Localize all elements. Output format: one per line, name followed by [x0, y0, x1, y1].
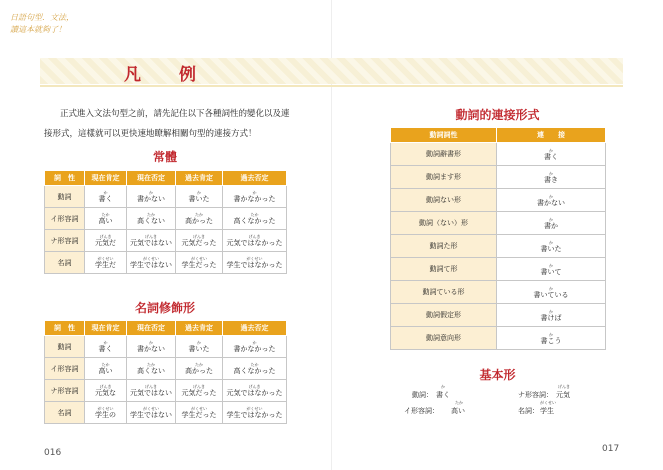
verb-form-cell	[497, 166, 606, 189]
table-header-row	[391, 128, 606, 143]
conjugation-cell	[223, 336, 287, 358]
conjugated-word: 書く	[98, 195, 113, 203]
modifier-heading: 名詞修飾形	[134, 301, 195, 315]
conjugated-word: 高くない	[137, 217, 165, 225]
verb-form-word: 書けば	[540, 314, 562, 322]
basic-ruby-verb: か	[441, 384, 445, 389]
conjugated-word: 学生ではない	[130, 411, 172, 419]
furigana: たか	[147, 362, 155, 367]
conjugated-word: 高かった	[185, 217, 213, 225]
header-past-affirmative: 過去肯定	[176, 321, 223, 336]
conjugated-word: 元気な	[95, 389, 116, 397]
basic-label-noun: 名詞：	[518, 407, 539, 415]
conjugation-cell	[223, 380, 287, 402]
conjugation-cell	[223, 186, 287, 208]
table-row	[391, 281, 606, 304]
conjugated-word: 学生だった	[181, 261, 217, 269]
basic-label-na-adjective: ナ形容詞：	[518, 391, 553, 399]
verb-form-label: 動詞辭書形	[391, 143, 497, 166]
basic-label-i-adjective: イ形容詞：	[404, 407, 439, 415]
conjugated-word: 高い	[98, 217, 113, 225]
row-label: ナ形容詞	[45, 380, 85, 402]
row-label: 動詞	[45, 336, 85, 358]
conjugation-cell	[85, 358, 127, 380]
conjugation-cell	[176, 336, 223, 358]
furigana: か	[549, 332, 553, 337]
header-present-affirmative: 現在肯定	[85, 321, 127, 336]
basic-word-na-adjective: 元気	[556, 391, 570, 399]
conjugated-word: 学生ではなかった	[226, 261, 283, 269]
conjugated-word: 高かった	[185, 367, 213, 375]
table-row	[391, 258, 606, 281]
row-label: 名詞	[45, 402, 85, 424]
furigana: か	[252, 340, 257, 345]
furigana: か	[197, 340, 201, 345]
table-row	[45, 252, 287, 274]
basic-ruby-noun: がくせい	[540, 400, 556, 405]
conjugation-cell	[85, 336, 127, 358]
furigana: げんき	[145, 384, 157, 389]
verb-form-cell	[497, 189, 606, 212]
intro-paragraph: 正式進入文法句型之前，請先記住以下各種詞性的變化以及連接形式，這樣就可以更快速地瞭解相關句型的連接方式！	[44, 109, 290, 139]
page-number-left: 016	[44, 448, 62, 458]
verb-form-label: 動詞（ない）形	[391, 212, 497, 235]
header-part-of-speech: 詞 性	[45, 171, 85, 186]
furigana: げんき	[99, 384, 112, 389]
conjugated-word: 書かない	[137, 195, 165, 203]
furigana: げんき	[248, 384, 261, 389]
conjugated-word: 高くなかった	[233, 217, 276, 225]
conjugated-word: 元気だった	[181, 239, 217, 247]
conjugated-word: 書いた	[188, 345, 210, 353]
header-present-affirmative: 現在肯定	[85, 171, 127, 186]
modifier-form-table	[44, 320, 287, 424]
table-row	[391, 327, 606, 350]
furigana: か	[549, 309, 553, 314]
verb-form-word: 書いて	[540, 268, 562, 276]
basic-heading: 基本形	[479, 368, 516, 382]
header-past-negative: 過去否定	[223, 171, 287, 186]
row-label: イ形容詞	[45, 358, 85, 380]
furigana: か	[549, 194, 553, 199]
common-heading: 常體	[152, 150, 177, 164]
header-present-negative: 現在否定	[127, 321, 176, 336]
verb-form-label: 動詞假定形	[391, 304, 497, 327]
conjugated-word: 元気ではない	[130, 389, 172, 397]
verb-form-word: 書か	[544, 222, 558, 230]
conjugation-cell	[223, 230, 287, 252]
conjugation-cell	[127, 208, 176, 230]
row-label: 動詞	[45, 186, 85, 208]
conjugation-cell	[85, 186, 127, 208]
conjugation-cell	[127, 186, 176, 208]
furigana: か	[252, 190, 257, 195]
furigana: か	[103, 340, 108, 345]
verb-form-cell	[497, 304, 606, 327]
furigana: がくせい	[143, 406, 159, 411]
conjugated-word: 高くない	[137, 367, 165, 375]
verb-form-word: 書く	[544, 153, 558, 161]
furigana: がくせい	[143, 256, 159, 261]
verb-form-word: 書いている	[533, 291, 569, 299]
table-row	[391, 143, 606, 166]
furigana: か	[549, 171, 553, 176]
series-title-line2: 讀這本就夠了！	[10, 25, 66, 34]
furigana: たか	[195, 362, 203, 367]
basic-label-verb: 動詞：	[412, 391, 433, 399]
conjugated-word: 書いた	[188, 195, 210, 203]
furigana: か	[149, 190, 153, 195]
table-row	[45, 186, 287, 208]
conjugated-word: 学生だ	[95, 261, 116, 269]
table-row	[391, 189, 606, 212]
basic-word-i-adjective: 高い	[451, 407, 465, 415]
conjugated-word: 学生の	[95, 411, 116, 419]
table-header-row	[45, 171, 287, 186]
conjugation-cell	[176, 358, 223, 380]
header-connection: 連 接	[497, 128, 606, 143]
table-row	[45, 380, 287, 402]
conjugation-cell	[176, 208, 223, 230]
verb-form-cell	[497, 212, 606, 235]
furigana: がくせい	[97, 406, 114, 411]
verb-form-cell	[497, 258, 606, 281]
banner-stripe	[40, 85, 623, 87]
conjugated-word: 学生ではなかった	[226, 411, 283, 419]
conjugation-cell	[127, 336, 176, 358]
verb-form-label: 動詞て形	[391, 258, 497, 281]
verb-form-label: 動詞意向形	[391, 327, 497, 350]
conjugation-cell	[223, 208, 287, 230]
basic-word-noun: 学生	[540, 407, 554, 415]
basic-ruby-na-adjective: げんき	[558, 384, 570, 389]
furigana: たか	[101, 212, 110, 217]
verb-form-label: 動詞た形	[391, 235, 497, 258]
conjugation-cell	[223, 358, 287, 380]
conjugation-cell	[176, 252, 223, 274]
verb-form-cell	[497, 143, 606, 166]
table-row	[45, 230, 287, 252]
conjugated-word: 学生だった	[181, 411, 217, 419]
header-present-negative: 現在否定	[127, 171, 176, 186]
table-row	[45, 358, 287, 380]
furigana: がくせい	[246, 256, 263, 261]
furigana: か	[149, 340, 153, 345]
series-title-line1: 日語句型．文法，	[10, 13, 74, 22]
page-number-right: 017	[602, 444, 620, 454]
conjugated-word: 元気ではない	[130, 239, 172, 247]
table-row	[391, 212, 606, 235]
furigana: がくせい	[97, 256, 114, 261]
table-header-row	[45, 321, 287, 336]
table-row	[391, 235, 606, 258]
furigana: げんき	[145, 234, 157, 239]
conjugation-cell	[176, 380, 223, 402]
verb-form-word: 書かない	[537, 199, 565, 207]
furigana: たか	[195, 212, 203, 217]
header-past-negative: 過去否定	[223, 321, 287, 336]
row-label: ナ形容詞	[45, 230, 85, 252]
basic-ruby-i-adjective: たか	[455, 400, 463, 405]
furigana: がくせい	[246, 406, 263, 411]
furigana: がくせい	[191, 406, 207, 411]
verbforms-heading: 動詞的連接形式	[455, 108, 540, 122]
conjugated-word: 元気だ	[95, 239, 116, 247]
furigana: か	[549, 148, 553, 153]
table-row	[45, 402, 287, 424]
conjugation-cell	[127, 358, 176, 380]
conjugated-word: 書かない	[137, 345, 165, 353]
conjugation-cell	[127, 380, 176, 402]
conjugation-cell	[223, 252, 287, 274]
furigana: がくせい	[191, 256, 207, 261]
furigana: げんき	[99, 234, 112, 239]
conjugated-word: 元気だった	[181, 389, 217, 397]
furigana: か	[103, 190, 108, 195]
conjugation-cell	[85, 252, 127, 274]
conjugation-cell	[85, 230, 127, 252]
conjugation-cell	[176, 186, 223, 208]
furigana: たか	[250, 212, 259, 217]
conjugated-word: 学生ではない	[130, 261, 172, 269]
verb-form-label: 動詞ている形	[391, 281, 497, 304]
furigana: か	[549, 217, 553, 222]
table-row	[391, 304, 606, 327]
conjugation-cell	[127, 252, 176, 274]
conjugated-word: 高くなかった	[233, 367, 276, 375]
conjugated-word: 高い	[98, 367, 113, 375]
furigana: げんき	[193, 384, 205, 389]
verb-form-word: 書いた	[540, 245, 562, 253]
verb-form-label: 動詞ます形	[391, 166, 497, 189]
series-title	[10, 12, 74, 36]
verb-form-word: 書こう	[540, 337, 562, 345]
table-row	[45, 336, 287, 358]
conjugation-cell	[85, 402, 127, 424]
title-banner	[40, 58, 623, 84]
verb-connection-table	[390, 127, 606, 350]
verb-form-cell	[497, 235, 606, 258]
conjugated-word: 書かなかった	[233, 345, 276, 353]
conjugation-cell	[127, 402, 176, 424]
header-verb-type: 動詞詞性	[391, 128, 497, 143]
table-row	[391, 166, 606, 189]
verb-form-cell	[497, 327, 606, 350]
furigana: か	[197, 190, 201, 195]
conjugation-cell	[176, 402, 223, 424]
conjugation-cell	[223, 402, 287, 424]
conjugated-word: 元気ではなかった	[226, 239, 283, 247]
conjugated-word: 書く	[98, 345, 113, 353]
conjugation-cell	[85, 208, 127, 230]
furigana: か	[549, 286, 553, 291]
conjugated-word: 書かなかった	[233, 195, 276, 203]
row-label: イ形容詞	[45, 208, 85, 230]
furigana: たか	[101, 362, 110, 367]
furigana: か	[549, 263, 553, 268]
verb-form-label: 動詞ない形	[391, 189, 497, 212]
verb-form-cell	[497, 281, 606, 304]
furigana: たか	[250, 362, 259, 367]
header-part-of-speech: 詞 性	[45, 321, 85, 336]
furigana: か	[549, 240, 553, 245]
common-form-table	[44, 170, 287, 274]
row-label: 名詞	[45, 252, 85, 274]
banner-title: 凡例	[124, 65, 234, 85]
furigana: げんき	[193, 234, 205, 239]
conjugation-cell	[85, 380, 127, 402]
furigana: げんき	[248, 234, 261, 239]
header-past-affirmative: 過去肯定	[176, 171, 223, 186]
conjugation-cell	[127, 230, 176, 252]
furigana: たか	[147, 212, 155, 217]
conjugation-cell	[176, 230, 223, 252]
verb-form-word: 書き	[544, 176, 558, 184]
conjugated-word: 元気ではなかった	[226, 389, 283, 397]
basic-word-verb: 書く	[436, 391, 450, 399]
table-row	[45, 208, 287, 230]
